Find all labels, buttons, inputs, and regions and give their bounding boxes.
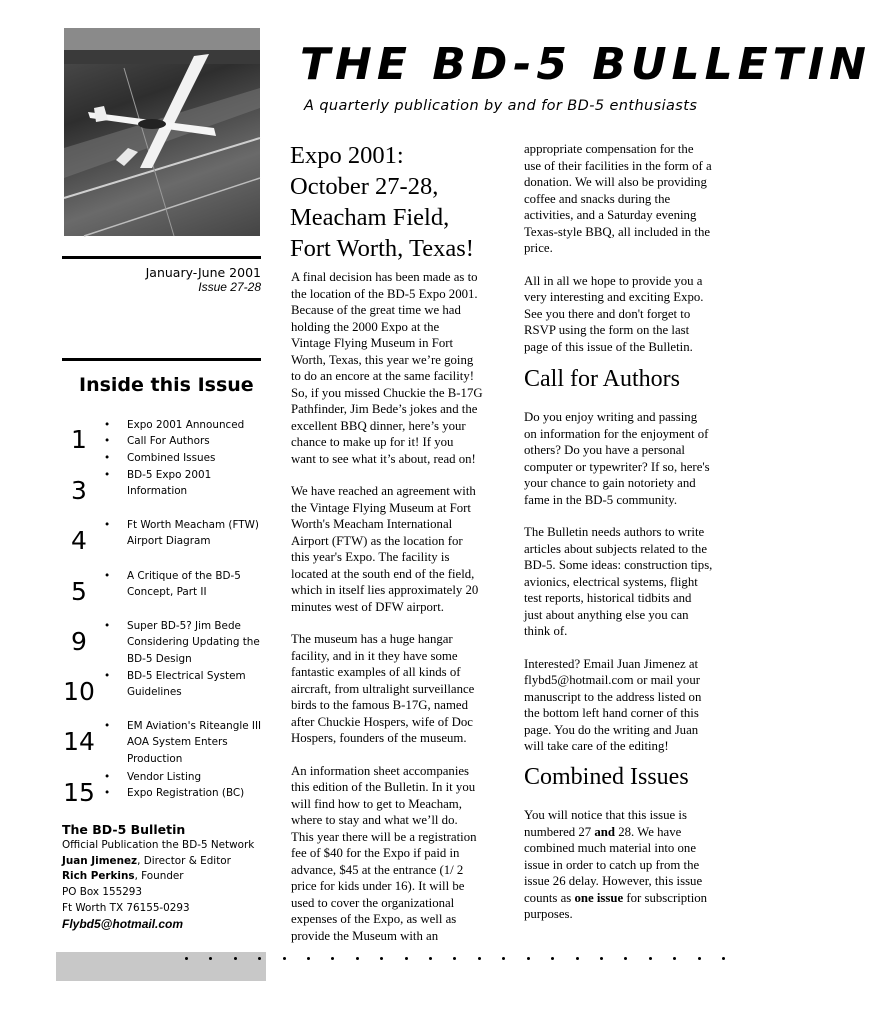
text-line: Vintage Flying Museum in Fort: [291, 336, 454, 350]
text-line: Airport (FTW) as the location for: [291, 533, 463, 548]
text-line: Hospers, founders of the museum.: [291, 731, 467, 745]
paragraph: [291, 631, 506, 747]
dot: [283, 957, 286, 960]
text-line: advance, $45 at the entrance (1/ 2: [291, 862, 464, 877]
text-line: provide the Museum with an: [291, 928, 439, 943]
text-line: on information for the enjoyment of: [524, 426, 709, 441]
text-line: BD-5. Some ideas: construction tips,: [524, 558, 713, 572]
dot: [600, 957, 603, 960]
dot: [624, 957, 627, 960]
dot: [722, 957, 725, 960]
text-line: will take care of the editing!: [524, 739, 669, 753]
text-line: donation. We will also be providing: [524, 175, 707, 189]
toc-item-label: Super BD-5? Jim Bede: [127, 620, 241, 632]
text-line: [524, 890, 739, 907]
text-line: located at the south end of the field,: [291, 566, 475, 581]
dotted-leader: [185, 957, 725, 960]
toc-item-label: Combined Issues: [127, 451, 216, 464]
heading-line: Expo 2001:: [290, 142, 404, 169]
text-line: issue in order to catch up from the: [524, 857, 700, 872]
text-line: computer or typewriter? If so, here's: [524, 459, 710, 474]
toc-item-label: Call For Authors: [127, 435, 210, 448]
inside-this-issue-heading: Inside this Issue: [79, 374, 254, 396]
text-line: excellent BBQ dinner, here’s your: [291, 418, 466, 433]
text-line: A final decision has been made as to: [291, 270, 478, 284]
text-line: appropriate compensation for the: [524, 142, 694, 156]
bullet-icon: •: [104, 787, 111, 800]
dot: [258, 957, 261, 960]
toc-item-label: AOA System Enters: [127, 736, 228, 749]
text-line: expenses of the Expo, as well as: [291, 912, 457, 926]
dot: [356, 957, 359, 960]
dot: [527, 957, 530, 960]
text-line: purposes.: [524, 907, 573, 921]
toc-entry: [104, 769, 264, 802]
dot: [698, 957, 701, 960]
text-line: price for kids under 16). It will be: [291, 879, 465, 893]
toc-entry: [104, 417, 264, 466]
heading-line: October 27-28,: [290, 173, 439, 200]
bullet-icon: •: [104, 419, 111, 431]
bullet-icon: •: [104, 469, 111, 481]
text-line: fee of $40 for the Expo if paid in: [291, 846, 460, 860]
text-run: for subscription: [623, 890, 708, 905]
dot: [551, 957, 554, 960]
editor-line: [62, 854, 267, 870]
text-line: All in all we hope to provide you a: [524, 273, 703, 288]
text-line: Do you enjoy writing and passing: [524, 410, 698, 424]
text-line: this edition of the Bulletin. In it you: [291, 780, 476, 794]
bullet-icon: •: [104, 451, 111, 464]
text-line: price.: [524, 241, 553, 255]
publication-name: The BD-5 Bulletin: [62, 822, 186, 837]
toc-entry: [104, 467, 264, 500]
text-line: page of this issue of the Bulletin.: [524, 339, 693, 354]
dot: [453, 957, 456, 960]
toc-page-number: 1: [71, 425, 87, 454]
text-line: where to stay and what we’ll do.: [291, 813, 458, 827]
paragraph: [524, 409, 739, 508]
call-for-authors-body: [524, 409, 739, 755]
toc-item-label: BD-5 Expo 2001: [127, 469, 212, 481]
text-line: coffee and snacks during the: [524, 191, 671, 206]
text-run: numbered 27: [524, 824, 595, 839]
paragraph: [524, 524, 739, 640]
issue-number: Issue 27-28: [198, 280, 261, 294]
toc-page-number: 5: [71, 577, 87, 606]
dot: [405, 957, 408, 960]
text-line: birds to the famous B-17G, named: [291, 698, 468, 712]
text-line: the location of the BD-5 Expo 2001.: [291, 286, 478, 301]
text-line: So, if you missed Chuckie the B-17G: [291, 385, 483, 400]
text-line: to do an encore at the same facility!: [291, 369, 474, 383]
dot: [673, 957, 676, 960]
masthead-title: THE BD-5 BULLETIN: [300, 39, 871, 90]
toc-item-label: EM Aviation's Riteangle III: [127, 720, 262, 732]
founder-role: , Founder: [134, 870, 184, 883]
toc-page-number: 10: [63, 677, 95, 706]
toc-item-label: A Critique of the BD-5: [127, 570, 241, 582]
text-line: You will notice that this issue is: [524, 808, 687, 822]
toc-item-label: BD-5 Electrical System: [127, 670, 246, 682]
founder-line: [62, 869, 267, 885]
dot: [234, 957, 237, 960]
bullet-icon: •: [104, 570, 111, 582]
divider-bottom: [62, 358, 261, 361]
text-line: use of their facilities in the form of a: [524, 158, 712, 173]
text-run: 28. We have: [615, 824, 682, 839]
text-line: aircraft, from ultralight surveillance: [291, 681, 475, 696]
text-line: The museum has a huge hangar: [291, 632, 453, 646]
toc-item-label: Production: [127, 752, 183, 765]
dot: [331, 957, 334, 960]
text-line: flybd5@hotmail.com or mail your: [524, 673, 700, 687]
emphasis: and: [594, 824, 616, 839]
issue-date: January-June 2001: [145, 265, 261, 280]
toc-entry: [104, 718, 264, 767]
dot: [576, 957, 579, 960]
text-line: articles about subjects related to the: [524, 541, 707, 556]
text-line: avionics, electrical systems, flight: [524, 574, 698, 589]
text-line: Pathfinder, Jim Bede’s jokes and the: [291, 402, 478, 416]
text-line: after Chuckie Hospers, wife of Doc: [291, 714, 473, 729]
text-line: want to see what it’s about, read on!: [291, 451, 476, 466]
paragraph: [291, 483, 506, 615]
text-line: Worth's Meacham International: [291, 517, 453, 531]
dot: [380, 957, 383, 960]
bullet-icon: •: [104, 720, 111, 732]
toc-page-number: 9: [71, 627, 87, 656]
text-line: the bottom left hand corner of this: [524, 706, 699, 720]
toc-item-label: Expo 2001 Announced: [127, 419, 245, 431]
article-heading: [290, 140, 474, 264]
text-line: think of.: [524, 624, 568, 638]
text-line: activities, and a Saturday evening: [524, 208, 697, 222]
text-line: just about anything else you can: [524, 607, 689, 622]
text-line: fantastic examples of all kinds of: [291, 665, 461, 679]
contact-email: Flybd5@hotmail.com: [62, 916, 184, 931]
masthead-subtitle: A quarterly publication by and for BD-5 enthusiasts: [304, 98, 698, 114]
heading-line: Fort Worth, Texas!: [290, 235, 474, 262]
paragraph: [524, 273, 739, 356]
article-column-1: [291, 269, 506, 944]
paragraph: [291, 763, 506, 945]
aircraft-illustration: [64, 28, 260, 236]
toc-item-label: Guidelines: [127, 686, 182, 699]
dot: [478, 957, 481, 960]
text-line: minutes west of DFW airport.: [291, 599, 444, 614]
dot: [429, 957, 432, 960]
text-line: the Vintage Flying Museum at Fort: [291, 500, 471, 515]
text-line: facility, and in it they have some: [291, 648, 458, 663]
toc-item-label: Expo Registration (BC): [127, 787, 245, 800]
publication-tagline: Official Publication the BD-5 Network: [62, 839, 255, 851]
text-line: which in itself lies approximately 20: [291, 583, 479, 597]
text-line: manuscript to the address listed on: [524, 689, 702, 704]
publication-info: [62, 821, 267, 932]
bullet-icon: •: [104, 435, 111, 448]
toc-entry: [104, 668, 264, 701]
text-line: will find how to get to Meacham,: [291, 796, 462, 811]
text-line: holding the 2000 Expo at the: [291, 319, 440, 334]
divider-top: [62, 256, 261, 259]
toc-item-label: BD-5 Design: [127, 652, 192, 665]
text-line: page. You do the writing and Juan: [524, 722, 699, 737]
text-line: combined much material into one: [524, 841, 696, 855]
text-line: Worth, Texas, this year we’re going: [291, 352, 474, 367]
text-line: This year there will be a registration: [291, 829, 477, 844]
text-line: Texas-style BBQ, all included in the: [524, 224, 711, 239]
text-line: others? Do you have a personal: [524, 443, 685, 457]
text-line: See you there and don't forget to: [524, 306, 691, 321]
text-line: issue 26 delay. However, this issue: [524, 874, 703, 888]
dot: [307, 957, 310, 960]
combined-issues-body: [524, 807, 739, 923]
bd5-aircraft-photo: [64, 28, 260, 236]
text-line: An information sheet accompanies: [291, 763, 470, 778]
address-line-1: PO Box 155293: [62, 886, 143, 899]
text-line: used to cover the organizational: [291, 895, 455, 910]
text-line: Because of the great time we had: [291, 303, 461, 317]
text-line: test reports, historical tidbits and: [524, 591, 692, 605]
bullet-icon: •: [104, 620, 111, 632]
toc-page-number: 3: [71, 476, 87, 505]
toc-entry: [104, 517, 264, 550]
paragraph: [524, 656, 739, 755]
text-line: your chance to gain notoriety and: [524, 476, 696, 490]
toc-item-label: Vendor Listing: [127, 771, 202, 783]
combined-issues-heading: Combined Issues: [524, 764, 689, 790]
text-line: very interesting and exciting Expo.: [524, 290, 704, 304]
paragraph: [524, 141, 739, 257]
toc-item-label: Information: [127, 485, 188, 498]
text-line: The Bulletin needs authors to write: [524, 525, 705, 539]
bullet-icon: •: [104, 519, 111, 531]
dot: [185, 957, 188, 960]
toc-item-label: Concept, Part II: [127, 586, 207, 599]
toc-item-label: Ft Worth Meacham (FTW): [127, 519, 259, 531]
toc-page-number: 14: [63, 727, 95, 756]
dot: [502, 957, 505, 960]
address-line-2: Ft Worth TX 76155-0293: [62, 901, 190, 914]
editor-role: , Director & Editor: [137, 854, 231, 867]
toc-item-label: Considering Updating the: [127, 636, 260, 649]
text-line: chance to make up for it! If you: [291, 435, 454, 449]
editor-name: Juan Jimenez: [62, 854, 138, 867]
dot: [209, 957, 212, 960]
call-for-authors-heading: Call for Authors: [524, 366, 680, 392]
toc-item-label: Airport Diagram: [127, 535, 211, 548]
text-line: this year's Expo. The facility is: [291, 550, 450, 564]
paragraph: [291, 269, 506, 467]
text-line: We have reached an agreement with: [291, 484, 476, 498]
dot: [649, 957, 652, 960]
founder-name: Rich Perkins: [62, 870, 135, 883]
text-run: counts as: [524, 890, 575, 905]
toc-page-number: 4: [71, 526, 87, 555]
article-column-2: [524, 141, 739, 355]
text-line: fame in the BD-5 community.: [524, 492, 678, 507]
text-line: Interested? Email Juan Jimenez at: [524, 656, 699, 671]
heading-line: Meacham Field,: [290, 204, 450, 231]
bullet-icon: •: [104, 670, 111, 682]
bullet-icon: •: [104, 771, 111, 783]
emphasis: one issue: [574, 890, 624, 905]
toc-entry: [104, 618, 264, 667]
toc-page-number: 15: [63, 778, 95, 807]
text-line: RSVP using the form on the last: [524, 323, 690, 337]
text-line: [524, 824, 739, 841]
toc-entry: [104, 568, 264, 601]
